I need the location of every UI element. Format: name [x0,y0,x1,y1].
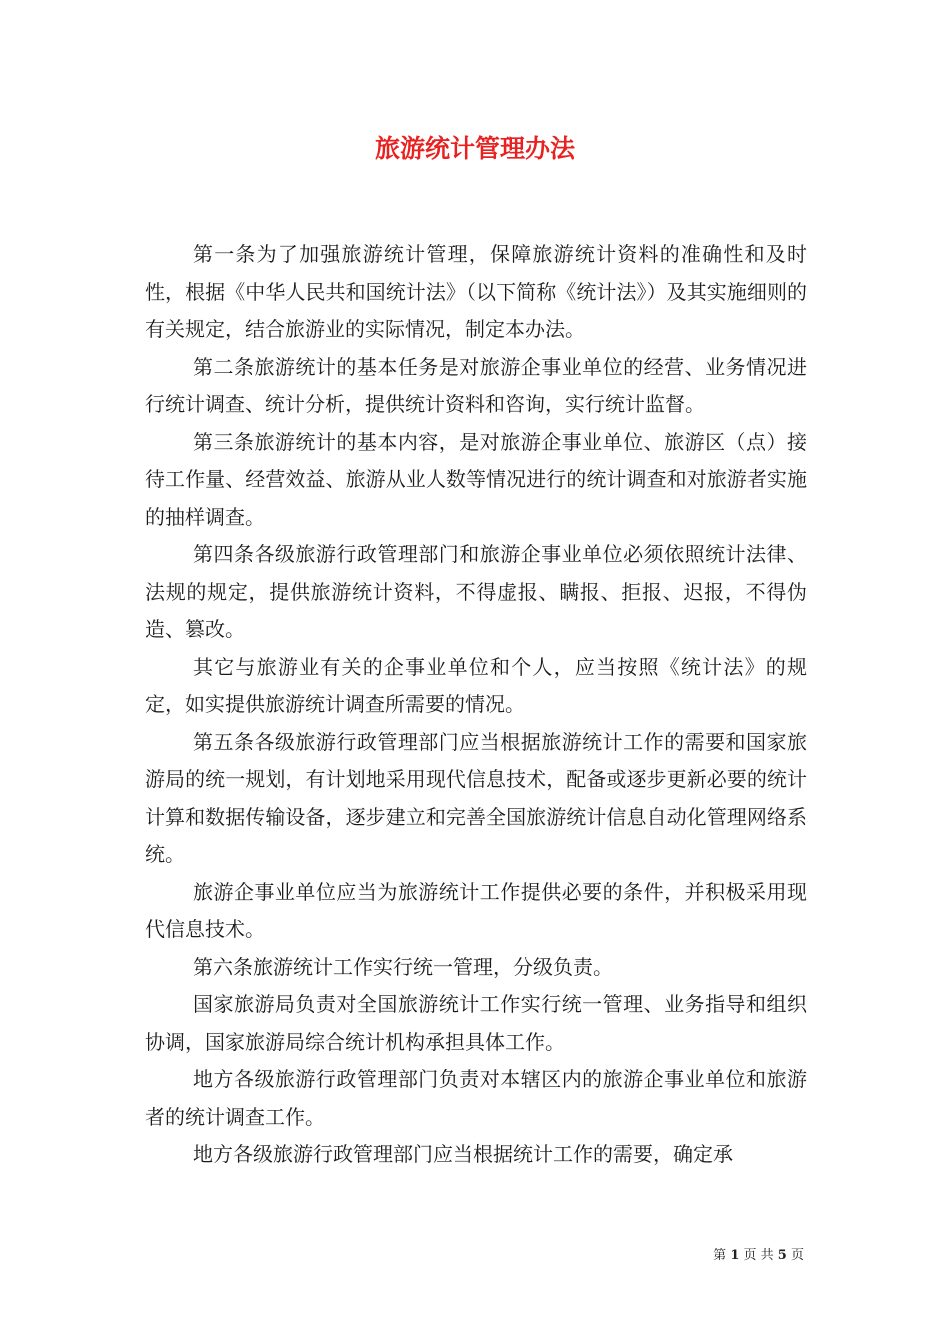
paragraph-article-4: 第四条各级旅游行政管理部门和旅游企事业单位必须依照统计法律、法规的规定，提供旅游统计资料，不得虚报、瞒报、拒报、迟报，不得伪造、篡改。 [145,542,807,641]
paragraph-article-6-clause-3: 地方各级旅游行政管理部门应当根据统计工作的需要，确定承 [193,1142,733,1166]
footer-middle: 页 共 [743,1248,774,1263]
paragraph-article-2: 第二条旅游统计的基本任务是对旅游企事业单位的经营、业务情况进行统计调查、统计分析，提供统计资料和咨询，实行统计监督。 [145,354,807,416]
document-title: 旅游统计管理办法 [374,134,575,163]
paragraph-article-6: 第六条旅游统计工作实行统一管理，分级负责。 [193,954,613,979]
current-page-number: 1 [730,1248,740,1263]
paragraph-article-4-clause: 其它与旅游业有关的企事业单位和个人，应当按照《统计法》的规定，如实提供旅游统计调查所需要的情况。 [145,654,807,716]
paragraph-article-6-clause-1: 国家旅游局负责对全国旅游统计工作实行统一管理、业务指导和组织协调，国家旅游局综合统计机构承担具体工作。 [145,992,807,1054]
paragraph-article-3: 第三条旅游统计的基本内容，是对旅游企事业单位、旅游区（点）接待工作量、经营效益、旅游从业人数等情况进行的统计调查和对旅游者实施的抽样调查。 [145,429,807,529]
footer-suffix: 页 [790,1248,804,1263]
paragraph-article-5-clause: 旅游企事业单位应当为旅游统计工作提供必要的条件，并积极采用现代信息技术。 [145,879,807,941]
paragraph-article-1: 第一条为了加强旅游统计管理，保障旅游统计资料的准确性和及时性，根据《中华人民共和国统计法》（以下简称《统计法》）及其实施细则的有关规定，结合旅游业的实际情况，制定本办法。 [145,242,807,341]
paragraph-article-5: 第五条各级旅游行政管理部门应当根据旅游统计工作的需要和国家旅游局的统一规划，有计划地采用现代信息技术，配备或逐步更新必要的统计计算和数据传输设备，逐步建立和完善全国旅游统计信息自动化管理网络系统。 [145,729,807,866]
document-body [145,236,807,1174]
footer-prefix: 第 [713,1248,727,1263]
paragraph-article-6-clause-2: 地方各级旅游行政管理部门负责对本辖区内的旅游企事业单位和旅游者的统计调查工作。 [145,1067,807,1129]
total-pages-number: 5 [777,1248,787,1263]
page-number-footer [713,1247,804,1265]
